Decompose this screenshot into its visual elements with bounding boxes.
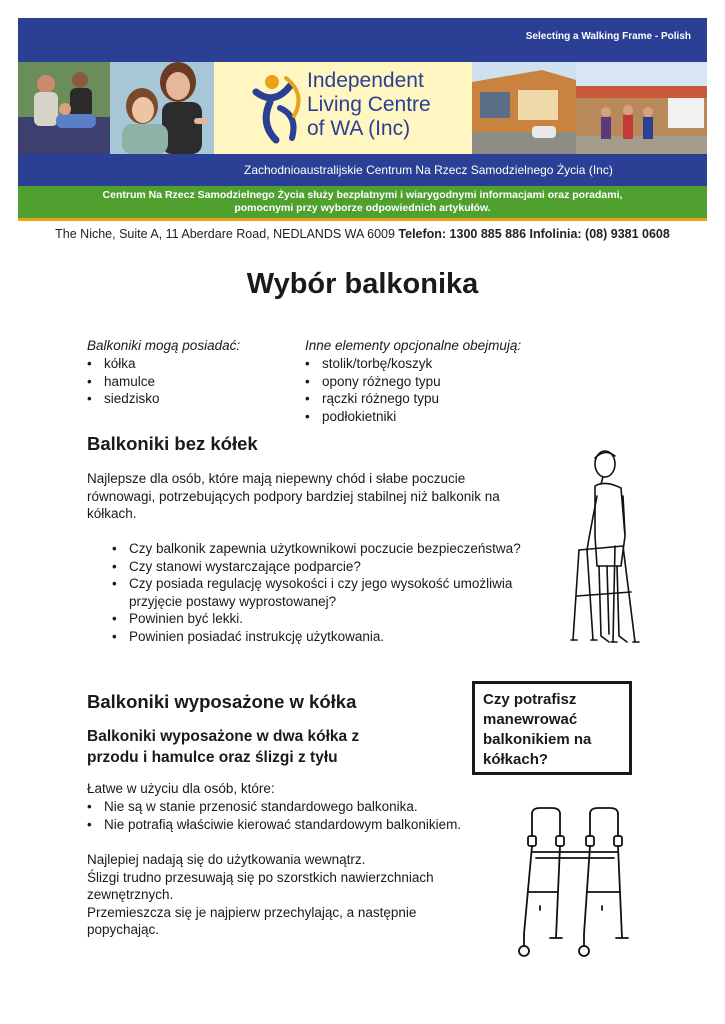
options-list	[305, 337, 565, 425]
header-banner	[18, 62, 707, 154]
list-item: • Nie potrafią właściwie kierować standardowym balkonikiem.	[87, 816, 527, 834]
mission-line: pomocnymi przy wyborze odpowiednich artykułów.	[234, 202, 491, 214]
features-intro: Balkoniki mogą posiadać:	[87, 338, 241, 353]
document-label: Selecting a Walking Frame - Polish	[525, 31, 691, 42]
list-item: • siedzisko	[87, 390, 297, 408]
header-top-bar	[18, 18, 707, 62]
organisation-polish-name: Zachodnioaustralijskie Centrum Na Rzecz Samodzielnego Życia (Inc)	[244, 163, 613, 177]
section2-suitability-list	[87, 798, 527, 833]
list-item: • Czy balkonik zapewnia użytkownikowi poczucie bezpieczeństwa?	[112, 540, 562, 558]
section2-notes	[87, 851, 517, 939]
photo-building-image	[472, 62, 576, 154]
list-item: • podłokietniki	[305, 408, 565, 426]
callout-line: manewrować	[483, 711, 578, 728]
section1-description	[87, 470, 557, 523]
text-line: Przemieszcza się je najpierw przechylając, a następnie	[87, 904, 417, 920]
text-line: zewnętrznych.	[87, 887, 174, 902]
text-line: popychając.	[87, 922, 160, 937]
callout-box	[472, 681, 632, 775]
wheeled-walking-frame-icon	[510, 806, 635, 963]
logo-line: Living Centre	[307, 93, 431, 116]
phone-text: Telefon: 1300 885 886 Infolinia: (08) 9381 0608	[398, 227, 670, 241]
logo-line: of WA (Inc)	[307, 117, 411, 140]
list-item: • Nie są w stanie przenosić standardowego balkonika.	[87, 798, 527, 816]
list-item: • stolik/torbę/koszyk	[305, 355, 565, 373]
list-item: • kółka	[87, 355, 297, 373]
organisation-logo-text	[307, 69, 431, 141]
text-line: równowagi, potrzebujących podpory bardziej stabilnej niż balkonik na	[87, 488, 500, 504]
list-item: • hamulce	[87, 373, 297, 391]
subheading-line: Balkoniki wyposażone w dwa kółka z	[87, 728, 360, 745]
list-item: • Czy stanowi wystarczające podparcie?	[112, 558, 562, 576]
photo-woman-girl-image	[110, 62, 214, 154]
photo-outdoor-people-image	[576, 62, 707, 154]
list-item: • opony różnego typu	[305, 373, 565, 391]
list-item: • Powinien być lekki.	[112, 610, 562, 628]
section1-checklist	[112, 540, 562, 645]
ilc-logo-icon	[250, 72, 310, 149]
address-text: The Niche, Suite A, 11 Aberdare Road, NEDLANDS WA 6009	[55, 227, 395, 241]
page-title: Wybór balkonika	[246, 268, 479, 300]
person-with-walking-frame-icon	[565, 446, 645, 656]
mission-line: Centrum Na Rzecz Samodzielnego Życia służy bezpłatnymi i wiarygodnymi informacjami oraz poradami,	[102, 189, 623, 201]
callout-line: balkonikiem na	[483, 731, 592, 748]
list-item	[112, 575, 562, 610]
photo-therapy-image	[18, 62, 110, 154]
section2-intro: Łatwe w użyciu dla osób, które:	[87, 781, 275, 796]
logo-line: Independent	[307, 69, 424, 92]
list-item: • Powinien posiadać instrukcję użytkowania.	[112, 628, 562, 646]
text-line: Najlepsze dla osób, które mają niepewny chód i słabe poczucie	[87, 471, 466, 486]
options-intro: Inne elementy opcjonalne obejmują:	[305, 338, 522, 353]
contact-line	[0, 227, 725, 241]
subheading-line: przodu i hamulce oraz ślizgi z tyłu	[87, 749, 338, 766]
header-subtitle-bar	[18, 154, 707, 186]
section2-subheading	[87, 726, 447, 768]
features-list	[87, 337, 297, 408]
section-heading-no-wheels: Balkoniki bez kółek	[87, 433, 258, 454]
mission-statement	[18, 189, 707, 215]
text-line: przyjęcie postawy wyprostowanej?	[129, 593, 337, 609]
callout-line: Czy potrafisz	[483, 691, 577, 708]
text-line: Czy posiada regulację wysokości i czy jego wysokość umożliwia	[129, 576, 513, 591]
section-heading-with-wheels: Balkoniki wyposażone w kółka	[87, 691, 357, 712]
text-line: Ślizgi trudno przesuwają się po szorstkich nawierzchniach	[87, 869, 434, 885]
text-line: Najlepiej nadają się do użytkowania wewnątrz.	[87, 852, 366, 867]
list-item: • rączki różnego typu	[305, 390, 565, 408]
callout-line: kółkach?	[483, 751, 549, 768]
text-line: kółkach.	[87, 506, 137, 521]
header-mission-bar	[18, 186, 707, 221]
